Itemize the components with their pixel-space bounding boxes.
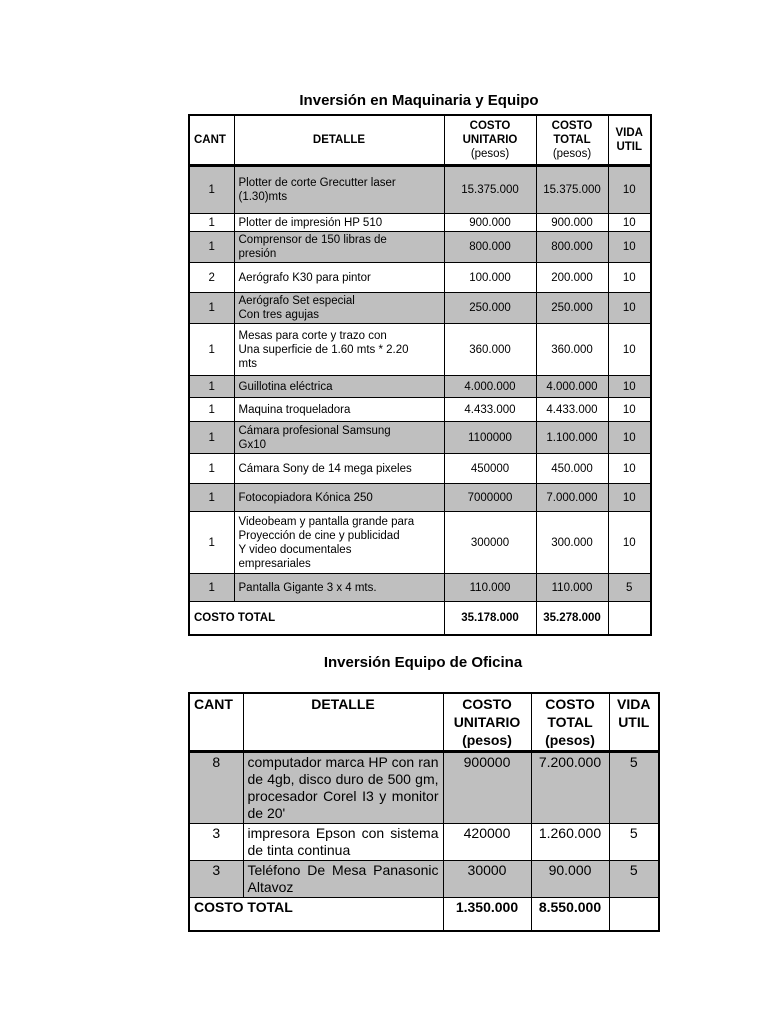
- cell-costo-unitario: 15.375.000: [444, 166, 536, 214]
- total-unitario: 35.178.000: [444, 602, 536, 636]
- cell-costo-unitario: 300000: [444, 512, 536, 574]
- detalle-line: Pantalla Gigante 3 x 4 mts.: [238, 581, 377, 594]
- cell-vida-util: 10: [608, 166, 651, 214]
- cell-detalle: [234, 214, 444, 232]
- total-vida-empty: [608, 602, 651, 636]
- cell-costo-total: 15.375.000: [536, 166, 608, 214]
- cell-costo-unitario: 1100000: [444, 422, 536, 454]
- cell-detalle: [234, 232, 444, 263]
- cell-cant: 1: [189, 574, 234, 602]
- header-vida-util-line: VIDA: [615, 127, 643, 139]
- header-row: [189, 115, 651, 166]
- cell-costo-unitario: 4.433.000: [444, 398, 536, 422]
- detalle-line: Una superficie de 1.60 mts * 2.20: [238, 343, 409, 356]
- table-row: [189, 263, 651, 293]
- cell-vida-util: 10: [608, 263, 651, 293]
- cell-costo-total: 360.000: [536, 324, 608, 376]
- cell-costo-total: 110.000: [536, 574, 608, 602]
- cell-cant: 8: [189, 752, 243, 824]
- cell-detalle: [234, 166, 444, 214]
- cell-detalle: Teléfono De Mesa Panasonic Altavoz: [243, 861, 443, 898]
- header-vida-util-line: UTIL: [616, 141, 643, 153]
- cell-detalle: [234, 422, 444, 454]
- header-costo-total-line: TOTAL: [553, 134, 591, 146]
- header-costo-unitario-line: COSTO: [462, 696, 512, 712]
- detalle-line: presión: [238, 248, 277, 260]
- cell-vida-util: 5: [609, 752, 659, 824]
- cell-detalle: [234, 376, 444, 398]
- header-costo-unitario: [443, 693, 531, 752]
- total-vida-empty: [609, 898, 659, 932]
- cell-costo-unitario: 250.000: [444, 293, 536, 324]
- cell-cant: 2: [189, 263, 234, 293]
- cell-costo-total: 800.000: [536, 232, 608, 263]
- header-costo-total-line: (pesos): [545, 732, 595, 748]
- cell-cant: 1: [189, 454, 234, 484]
- detalle-line: Videobeam y pantalla grande para: [238, 515, 415, 528]
- cell-cant: 3: [189, 861, 243, 898]
- detalle-line: Aerógrafo Set especial: [238, 295, 355, 307]
- table-row: [189, 324, 651, 376]
- total-label: COSTO TOTAL: [189, 602, 444, 636]
- machinery-table: [188, 114, 652, 636]
- detalle-line: Gx10: [238, 438, 266, 451]
- cell-vida-util: 10: [608, 214, 651, 232]
- cell-costo-total: 200.000: [536, 263, 608, 293]
- total-total: 35.278.000: [536, 602, 608, 636]
- cell-vida-util: 10: [608, 376, 651, 398]
- cell-costo-unitario: 450000: [444, 454, 536, 484]
- header-costo-total-line: (pesos): [552, 148, 592, 160]
- cell-costo-total: 1.100.000: [536, 422, 608, 454]
- cell-cant: 1: [189, 232, 234, 263]
- header-costo-unitario: [444, 115, 536, 166]
- header-costo-unitario-line: UNITARIO: [453, 714, 521, 730]
- cell-vida-util: 10: [608, 324, 651, 376]
- header-costo-total-line: TOTAL: [547, 714, 593, 730]
- header-vida-util-line: VIDA: [617, 696, 651, 712]
- cell-vida-util: 5: [608, 574, 651, 602]
- cell-vida-util: 10: [608, 512, 651, 574]
- detalle-line: Aerógrafo K30 para pintor: [238, 271, 371, 284]
- cell-costo-unitario: 900000: [443, 752, 531, 824]
- header-costo-unitario-line: (pesos): [462, 732, 512, 748]
- detalle-line: mts: [238, 357, 258, 370]
- cell-detalle: [234, 574, 444, 602]
- cell-detalle: impresora Epson con sistema de tinta continua: [243, 824, 443, 861]
- header-costo-unitario-line: COSTO: [469, 120, 511, 132]
- cell-vida-util: 10: [608, 293, 651, 324]
- cell-cant: 1: [189, 398, 234, 422]
- detalle-line: Mesas para corte y trazo con: [238, 329, 387, 342]
- table-row: [189, 214, 651, 232]
- header-costo-unitario-line: UNITARIO: [462, 134, 518, 146]
- table-row: [189, 422, 651, 454]
- header-cant: CANT: [189, 115, 234, 166]
- table-row: [189, 484, 651, 512]
- table-row: [189, 454, 651, 484]
- cell-cant: 1: [189, 166, 234, 214]
- cell-vida-util: 10: [608, 232, 651, 263]
- cell-costo-total: 900.000: [536, 214, 608, 232]
- header-costo-total: [536, 115, 608, 166]
- cell-vida-util: 10: [608, 398, 651, 422]
- detalle-line: empresariales: [238, 557, 311, 570]
- cell-cant: 1: [189, 512, 234, 574]
- table-row: [189, 861, 659, 898]
- cell-costo-total: 250.000: [536, 293, 608, 324]
- cell-cant: 1: [189, 422, 234, 454]
- detalle-line: Cámara Sony de 14 mega pixeles: [238, 462, 412, 475]
- detalle-line: Y video documentales: [238, 543, 352, 556]
- table-row: [189, 398, 651, 422]
- header-detalle: DETALLE: [243, 693, 443, 752]
- header-detalle: DETALLE: [234, 115, 444, 166]
- cell-costo-unitario: 4.000.000: [444, 376, 536, 398]
- detalle-line: Con tres agujas: [238, 309, 320, 321]
- cell-cant: 3: [189, 824, 243, 861]
- cell-costo-unitario: 30000: [443, 861, 531, 898]
- table-row: [189, 512, 651, 574]
- cell-cant: 1: [189, 214, 234, 232]
- detalle-line: Maquina troqueladora: [238, 403, 351, 416]
- total-unitario: 1.350.000: [443, 898, 531, 932]
- detalle-line: Plotter de corte Grecutter laser: [238, 177, 396, 189]
- cell-costo-total: 300.000: [536, 512, 608, 574]
- cell-detalle: [234, 454, 444, 484]
- detalle-line: Comprensor de 150 libras de: [238, 234, 387, 246]
- cell-detalle: [234, 484, 444, 512]
- cell-vida-util: 10: [608, 422, 651, 454]
- cell-cant: 1: [189, 376, 234, 398]
- cell-vida-util: 5: [609, 824, 659, 861]
- cell-cant: 1: [189, 293, 234, 324]
- cell-detalle: [234, 293, 444, 324]
- cell-costo-total: 1.260.000: [531, 824, 609, 861]
- header-vida-util: [608, 115, 651, 166]
- cell-costo-unitario: 800.000: [444, 232, 536, 263]
- detalle-line: Proyección de cine y publicidad: [238, 529, 400, 542]
- cell-costo-total: 7.200.000: [531, 752, 609, 824]
- header-costo-total-line: COSTO: [551, 120, 593, 132]
- total-total: 8.550.000: [531, 898, 609, 932]
- cell-costo-total: 7.000.000: [536, 484, 608, 512]
- cell-costo-total: 450.000: [536, 454, 608, 484]
- cell-vida-util: 5: [609, 861, 659, 898]
- header-cant: CANT: [189, 693, 243, 752]
- table-row: [189, 293, 651, 324]
- total-label: COSTO TOTAL: [189, 898, 443, 932]
- cell-costo-unitario: 420000: [443, 824, 531, 861]
- header-costo-total-line: COSTO: [545, 696, 595, 712]
- table-row: [189, 166, 651, 214]
- cell-costo-unitario: 360.000: [444, 324, 536, 376]
- cell-detalle: computador marca HP con ran de 4gb, disco duro de 500 gm, procesador Corel I3 y monitor de 20': [243, 752, 443, 824]
- header-row: [189, 693, 659, 752]
- table2-title: Inversión Equipo de Oficina: [323, 654, 523, 671]
- cell-vida-util: 10: [608, 484, 651, 512]
- table-row: [189, 752, 659, 824]
- cell-costo-total: 4.000.000: [536, 376, 608, 398]
- cell-costo-unitario: 900.000: [444, 214, 536, 232]
- cell-detalle: [234, 324, 444, 376]
- detalle-line: Plotter de impresión HP 510: [238, 216, 383, 229]
- cell-costo-unitario: 100.000: [444, 263, 536, 293]
- table-row: [189, 574, 651, 602]
- detalle-line: (1.30)mts: [238, 191, 288, 203]
- cell-costo-total: 4.433.000: [536, 398, 608, 422]
- cell-detalle: [234, 512, 444, 574]
- table-row: [189, 824, 659, 861]
- cell-costo-unitario: 110.000: [444, 574, 536, 602]
- header-costo-unitario-line: (pesos): [470, 148, 510, 160]
- cell-costo-unitario: 7000000: [444, 484, 536, 512]
- detalle-line: Guillotina eléctrica: [238, 380, 333, 393]
- cell-cant: 1: [189, 484, 234, 512]
- cell-cant: 1: [189, 324, 234, 376]
- header-costo-total: [531, 693, 609, 752]
- office-equipment-table: [188, 692, 660, 932]
- cell-detalle: [234, 263, 444, 293]
- table-row: [189, 232, 651, 263]
- header-vida-util: [609, 693, 659, 752]
- cell-vida-util: 10: [608, 454, 651, 484]
- header-vida-util-line: UTIL: [618, 714, 650, 730]
- cell-detalle: [234, 398, 444, 422]
- table1-title: Inversión en Maquinaria y Equipo: [299, 92, 539, 109]
- total-row: [189, 602, 651, 636]
- detalle-line: Fotocopiadora Kónica 250: [238, 491, 373, 504]
- total-row: [189, 898, 659, 932]
- table-row: [189, 376, 651, 398]
- detalle-line: Cámara profesional Samsung: [238, 424, 391, 437]
- cell-costo-total: 90.000: [531, 861, 609, 898]
